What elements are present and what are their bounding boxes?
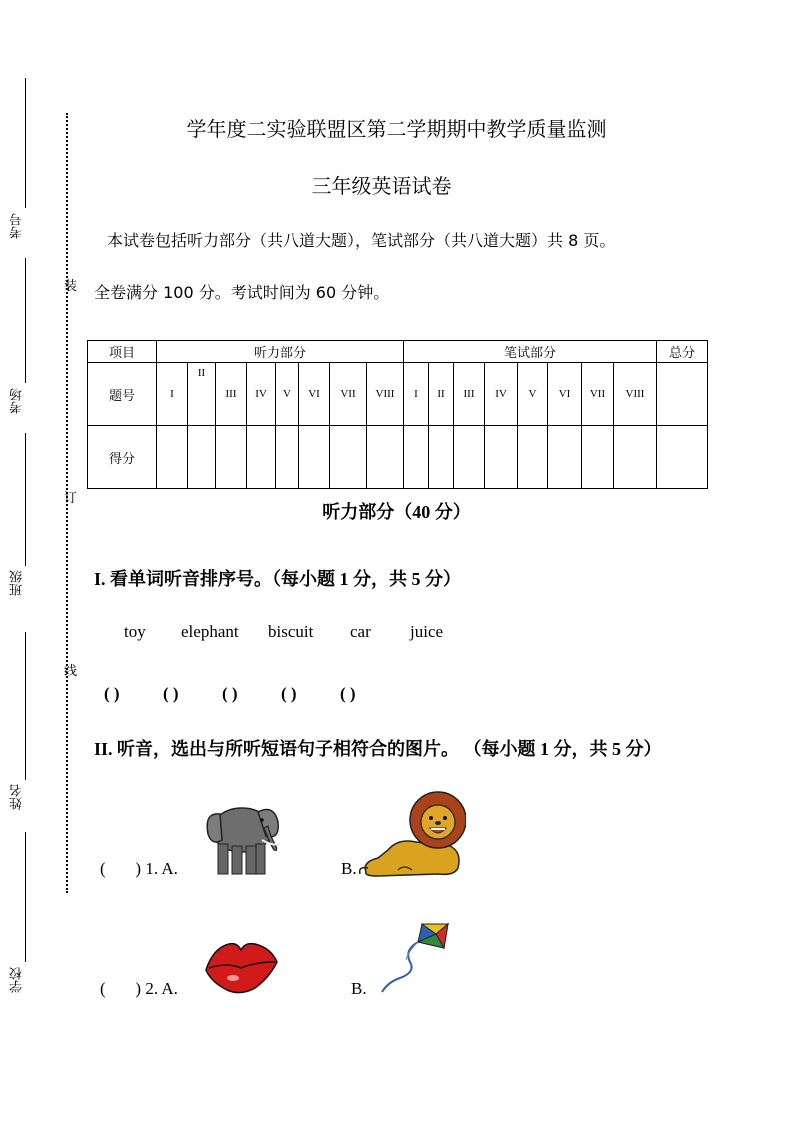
class-label: 班级 bbox=[10, 570, 25, 596]
binding-line bbox=[25, 632, 26, 780]
listening-heading: 听力部分（40 分） bbox=[322, 502, 471, 522]
question1-label[interactable]: ( ) 1. A. bbox=[100, 859, 178, 878]
listening-number-cell: VI bbox=[299, 363, 330, 426]
writing-number-cell: II bbox=[429, 363, 454, 426]
writing-number-cell: V bbox=[518, 363, 548, 426]
question1-option-b[interactable]: B. bbox=[341, 859, 357, 878]
exam-number-label: 考号 bbox=[10, 213, 25, 239]
writing-number-cell: VII bbox=[582, 363, 614, 426]
word-item: elephant bbox=[181, 622, 239, 641]
answer-blank[interactable]: ( ) bbox=[104, 684, 120, 703]
table-header-listening: 听力部分 bbox=[157, 341, 404, 363]
exam-info-line2: 全卷满分 100 分。考试时间为 60 分钟。 bbox=[94, 283, 390, 302]
listening-number-cell: II bbox=[188, 363, 216, 426]
score-cell[interactable] bbox=[367, 426, 404, 489]
table-header-total: 总分 bbox=[657, 341, 708, 363]
answer-blank[interactable]: ( ) bbox=[281, 684, 297, 703]
score-cell[interactable] bbox=[582, 426, 614, 489]
listening-number-cell: III bbox=[216, 363, 247, 426]
score-cell[interactable] bbox=[548, 426, 582, 489]
answer-blank[interactable]: ( ) bbox=[222, 684, 238, 703]
score-cell[interactable] bbox=[247, 426, 276, 489]
exam-info-line1: 本试卷包括听力部分（共八道大题），笔试部分（共八道大题）共 8 页。 bbox=[107, 231, 616, 250]
question2-label[interactable]: ( ) 2. A. bbox=[100, 979, 178, 998]
table-row-label-score: 得分 bbox=[88, 426, 157, 489]
kite-image bbox=[378, 920, 450, 994]
score-cell[interactable] bbox=[454, 426, 485, 489]
listening-number-cell: VII bbox=[330, 363, 367, 426]
lion-image bbox=[358, 790, 466, 878]
writing-number-cell: VIII bbox=[614, 363, 657, 426]
page-title: 学年度二实验联盟区第二学期期中教学质量监测 bbox=[186, 117, 607, 141]
score-cell[interactable] bbox=[276, 426, 299, 489]
bind-char-zhuang: 装 bbox=[64, 279, 78, 294]
word-item: juice bbox=[410, 622, 444, 641]
score-cell[interactable] bbox=[518, 426, 548, 489]
writing-number-cell: III bbox=[454, 363, 485, 426]
listening-number-cell: VIII bbox=[367, 363, 404, 426]
score-cell[interactable] bbox=[485, 426, 518, 489]
binding-line bbox=[25, 258, 26, 383]
table-row-label-number: 题号 bbox=[88, 363, 157, 426]
word-item: car bbox=[350, 622, 371, 641]
table-header-writing: 笔试部分 bbox=[404, 341, 657, 363]
writing-number-cell: VI bbox=[548, 363, 582, 426]
school-label: 学校 bbox=[10, 967, 25, 993]
score-cell[interactable] bbox=[404, 426, 429, 489]
listening-number-cell: IV bbox=[247, 363, 276, 426]
score-cell[interactable] bbox=[188, 426, 216, 489]
score-cell[interactable] bbox=[299, 426, 330, 489]
score-cell[interactable] bbox=[157, 426, 188, 489]
section2-title: II. 听音，选出与所听短语句子相符合的图片。 （每小题 1 分，共 5 分） bbox=[94, 739, 662, 759]
score-cell[interactable] bbox=[429, 426, 454, 489]
binding-line bbox=[25, 832, 26, 962]
answer-blank[interactable]: ( ) bbox=[340, 684, 356, 703]
question2-option-b[interactable]: B. bbox=[351, 979, 367, 998]
score-cell[interactable] bbox=[614, 426, 657, 489]
score-cell[interactable] bbox=[216, 426, 247, 489]
word-item: biscuit bbox=[268, 622, 314, 641]
listening-number-cell: I bbox=[157, 363, 188, 426]
writing-number-cell: I bbox=[404, 363, 429, 426]
score-table bbox=[87, 340, 708, 489]
total-score-cell[interactable] bbox=[657, 426, 708, 489]
listening-number-cell: V bbox=[276, 363, 299, 426]
answer-blank[interactable]: ( ) bbox=[163, 684, 179, 703]
total-number-cell bbox=[657, 363, 708, 426]
section1-title: I. 看单词听音排序号。（每小题 1 分，共 5 分） bbox=[94, 569, 462, 589]
exam-room-label: 考场 bbox=[10, 388, 25, 414]
name-label: 姓名 bbox=[10, 784, 25, 810]
writing-number-cell: IV bbox=[485, 363, 518, 426]
lips-image bbox=[203, 938, 279, 996]
page-subtitle: 三年级英语试卷 bbox=[311, 174, 452, 198]
table-header-item: 项目 bbox=[88, 341, 157, 363]
word-item: toy bbox=[124, 622, 146, 641]
bind-char-xian: 线 bbox=[64, 664, 78, 679]
score-cell[interactable] bbox=[330, 426, 367, 489]
bind-char-ding: 订 bbox=[64, 491, 78, 506]
elephant-image bbox=[200, 792, 285, 876]
